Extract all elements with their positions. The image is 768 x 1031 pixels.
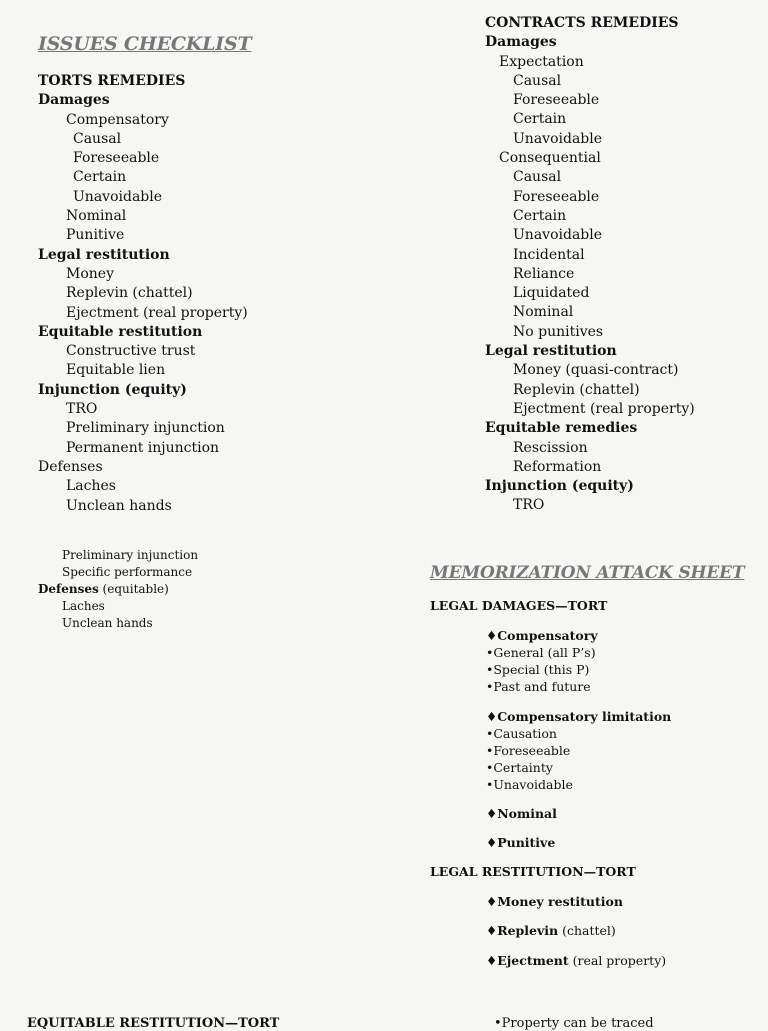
list-item: Consequential [499,150,601,167]
money-restitution-item: ♦Money restitution [486,894,623,909]
defenses-label: Defenses [38,582,99,596]
list-item: Permanent injunction [66,439,220,456]
list-item: Unclean hands [62,616,153,630]
defenses-heading: Defenses [38,458,103,475]
damages-heading: Damages [38,92,110,109]
list-item: Unclean hands [66,497,172,514]
list-item: Preliminary injunction [62,548,199,562]
list-item: ♦Compensatory limitation [486,709,672,724]
list-item: Unavoidable [73,188,163,205]
list-item: Reformation [513,458,602,475]
list-item: Rescission [513,439,588,456]
list-item: Nominal [513,304,574,321]
contracts-legal-restitution-heading: Legal restitution [485,343,617,360]
memorization-title: MEMORIZATION ATTACK SHEET [430,563,745,583]
list-item: Reliance [513,265,575,282]
list-item: Constructive trust [66,343,196,360]
list-item: Replevin (chattel) [513,381,640,398]
issues-checklist-title: ISSUES CHECKLIST [38,33,252,55]
equitable-restitution-heading: Equitable restitution [38,323,203,340]
list-item: Ejectment (real property) [513,400,695,417]
compensatory-block [486,627,598,695]
list-item: Replevin (chattel) [66,285,193,302]
list-item: Laches [66,478,116,495]
list-item: •Causation [486,726,557,741]
torts-remedies-list [38,72,398,516]
list-item: •Special (this P) [486,662,590,677]
list-item: ♦Compensatory [486,628,598,643]
contracts-remedies-list [485,14,765,516]
ejectment-qualifier: (real property) [568,953,667,968]
contracts-equitable-remedies-heading: Equitable remedies [485,420,638,437]
list-item: •Certainty [486,760,553,775]
list-item: Equitable lien [66,362,166,379]
list-item: Certain [513,111,567,128]
list-item: Liquidated [513,285,590,302]
replevin-qualifier: (chattel) [558,923,616,938]
list-item: Unavoidable [513,227,603,244]
list-item: Money (quasi-contract) [513,362,679,379]
list-item: TRO [66,401,98,418]
list-item: No punitives [513,323,604,340]
nominal-item: ♦Nominal [486,806,557,821]
list-item: Expectation [499,53,584,70]
contracts-heading: CONTRACTS REMEDIES [485,15,679,31]
list-item: •Past and future [486,679,591,694]
contracts-damages-heading: Damages [485,34,557,51]
list-item: Nominal [66,208,127,225]
list-item: Money [66,265,114,282]
list-item: Preliminary injunction [66,420,225,437]
punitive-item: ♦Punitive [486,835,556,850]
list-item: •Foreseeable [486,743,571,758]
injunction-heading: Injunction (equity) [38,381,187,398]
list-item: Certain [513,207,567,224]
ejectment-label: ♦Ejectment [486,953,569,968]
defenses-qualifier: (equitable) [98,582,169,596]
list-item: Specific performance [62,565,193,579]
list-item: Causal [513,72,562,89]
lower-left-list [38,547,398,632]
list-item: Foreseeable [73,150,160,167]
list-item: Unavoidable [513,130,603,147]
defenses-equitable [38,581,398,598]
replevin-item [486,922,616,939]
list-item: Compensatory [66,111,169,128]
legal-damages-tort-heading: LEGAL DAMAGES—TORT [430,598,608,613]
list-item: Certain [73,169,127,186]
list-item: •Unavoidable [486,777,573,792]
property-traced-item: •Property can be traced [494,1016,654,1031]
equitable-restitution-tort-heading: EQUITABLE RESTITUTION—TORT [27,1016,280,1031]
list-item: Ejectment (real property) [66,304,248,321]
contracts-injunction-heading: Injunction (equity) [485,478,634,495]
list-item: Foreseeable [513,188,600,205]
compensatory-limitation-block [486,708,671,793]
list-item: Causal [73,130,122,147]
ejectment-item [486,952,666,969]
list-item: Causal [513,169,562,186]
list-item: •General (all P’s) [486,645,596,660]
replevin-label: ♦Replevin [486,923,559,938]
legal-restitution-heading: Legal restitution [38,246,170,263]
list-item: Foreseeable [513,92,600,109]
list-item: Punitive [66,227,125,244]
torts-heading: TORTS REMEDIES [38,73,186,89]
list-item: TRO [513,497,545,514]
list-item: Laches [62,599,105,613]
legal-restitution-tort-heading: LEGAL RESTITUTION—TORT [430,864,636,879]
list-item: Incidental [513,246,585,263]
